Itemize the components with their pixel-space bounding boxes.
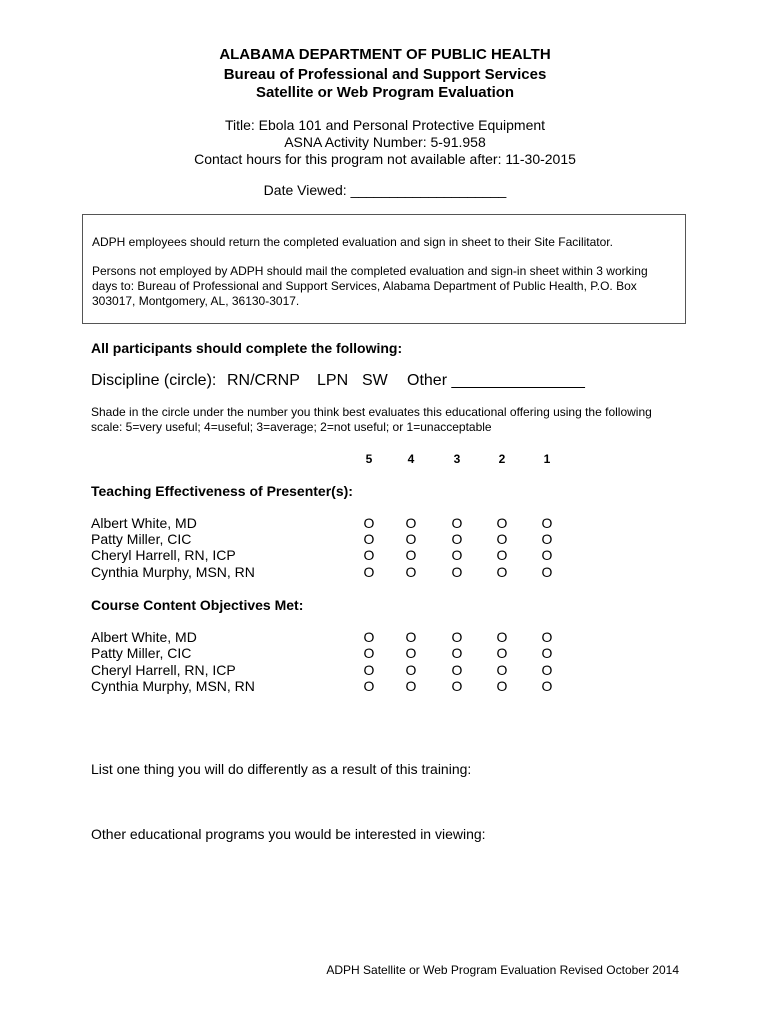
rating-circle[interactable]: O	[541, 564, 553, 580]
discipline-option-other[interactable]: Other _______________	[407, 372, 585, 389]
rating-circle[interactable]: O	[451, 547, 463, 563]
rating-circle[interactable]: O	[405, 564, 417, 580]
instructions-line-2: scale: 5=very useful; 4=useful; 3=average; 2=not useful; or 1=unacceptable	[91, 420, 492, 434]
rating-circle[interactable]: O	[363, 645, 375, 661]
teaching-row-name: Patty Miller, CIC	[91, 531, 192, 547]
question-other-programs: Other educational programs you would be interested in viewing:	[91, 826, 486, 842]
scale-header-5: 5	[365, 452, 373, 466]
rating-circle[interactable]: O	[405, 629, 417, 645]
discipline-label: Discipline (circle):	[91, 372, 217, 389]
rating-circle[interactable]: O	[496, 678, 508, 694]
section-teaching-effectiveness-heading: Teaching Effectiveness of Presenter(s):	[91, 483, 353, 499]
scale-header-3: 3	[453, 452, 461, 466]
rating-circle[interactable]: O	[363, 678, 375, 694]
header-line-2: Bureau of Professional and Support Services	[223, 66, 547, 83]
rating-circle[interactable]: O	[541, 547, 553, 563]
instructions-line-1: Shade in the circle under the number you think best evaluates this educational offering using the following	[91, 405, 652, 419]
scale-header-1: 1	[543, 452, 551, 466]
rating-circle[interactable]: O	[496, 515, 508, 531]
rating-circle[interactable]: O	[363, 547, 375, 563]
asna-activity-number: ASNA Activity Number: 5-91.958	[284, 134, 486, 150]
rating-circle[interactable]: O	[363, 662, 375, 678]
teaching-row-name: Albert White, MD	[91, 515, 197, 531]
rating-circle[interactable]: O	[363, 629, 375, 645]
content-row-name: Patty Miller, CIC	[91, 645, 192, 661]
rating-circle[interactable]: O	[405, 662, 417, 678]
program-title: Title: Ebola 101 and Personal Protective Equipment	[224, 117, 546, 133]
rating-circle[interactable]: O	[405, 547, 417, 563]
question-do-differently: List one thing you will do differently as a result of this training:	[91, 761, 472, 777]
rating-circle[interactable]: O	[363, 515, 375, 531]
rating-circle[interactable]: O	[363, 564, 375, 580]
teaching-row-name: Cheryl Harrell, RN, ICP	[91, 547, 236, 563]
rating-circle[interactable]: O	[541, 629, 553, 645]
rating-circle[interactable]: O	[451, 662, 463, 678]
teaching-row-name: Cynthia Murphy, MSN, RN	[91, 564, 255, 580]
rating-circle[interactable]: O	[496, 629, 508, 645]
rating-circle[interactable]: O	[451, 515, 463, 531]
rating-circle[interactable]: O	[451, 645, 463, 661]
rating-circle[interactable]: O	[363, 531, 375, 547]
content-row-name: Cheryl Harrell, RN, ICP	[91, 662, 236, 678]
scale-header-4: 4	[407, 452, 415, 466]
header-line-1: ALABAMA DEPARTMENT OF PUBLIC HEALTH	[219, 46, 551, 63]
rating-circle[interactable]: O	[541, 662, 553, 678]
rating-circle[interactable]: O	[405, 515, 417, 531]
content-row-name: Albert White, MD	[91, 629, 197, 645]
participants-heading: All participants should complete the following:	[91, 340, 403, 356]
rating-circle[interactable]: O	[541, 678, 553, 694]
section-course-content-heading: Course Content Objectives Met:	[91, 597, 304, 613]
notice-non-employees-line-1: Persons not employed by ADPH should mail the completed evaluation and sign-in sheet within 3 working	[92, 264, 648, 278]
header-line-3: Satellite or Web Program Evaluation	[255, 84, 515, 101]
rating-circle[interactable]: O	[451, 531, 463, 547]
discipline-option-lpn[interactable]: LPN	[317, 372, 349, 389]
instructions-notice-box	[82, 214, 686, 324]
rating-circle[interactable]: O	[405, 678, 417, 694]
discipline-option-rn-crnp[interactable]: RN/CRNP	[227, 372, 300, 389]
discipline-option-sw[interactable]: SW	[362, 372, 388, 389]
rating-circle[interactable]: O	[496, 531, 508, 547]
rating-circle[interactable]: O	[496, 547, 508, 563]
rating-circle[interactable]: O	[451, 629, 463, 645]
footer-revision-note: ADPH Satellite or Web Program Evaluation Revised October 2014	[326, 963, 679, 977]
rating-circle[interactable]: O	[405, 645, 417, 661]
notice-adph-employees: ADPH employees should return the completed evaluation and sign in sheet to their Site Facilitator.	[92, 235, 613, 249]
contact-hours-deadline: Contact hours for this program not available after: 11-30-2015	[194, 151, 576, 167]
rating-circle[interactable]: O	[496, 662, 508, 678]
rating-circle[interactable]: O	[541, 645, 553, 661]
notice-non-employees-line-3: 303017, Montgomery, AL, 36130-3017.	[92, 294, 300, 308]
date-viewed-field[interactable]: Date Viewed: ____________________	[263, 182, 507, 198]
rating-circle[interactable]: O	[451, 678, 463, 694]
rating-circle[interactable]: O	[496, 645, 508, 661]
rating-circle[interactable]: O	[541, 515, 553, 531]
rating-circle[interactable]: O	[405, 531, 417, 547]
scale-header-2: 2	[498, 452, 506, 466]
content-row-name: Cynthia Murphy, MSN, RN	[91, 678, 255, 694]
rating-circle[interactable]: O	[496, 564, 508, 580]
rating-circle[interactable]: O	[541, 531, 553, 547]
notice-non-employees-line-2: days to: Bureau of Professional and Support Services, Alabama Department of Public Health, P.O. Box	[92, 279, 637, 293]
rating-circle[interactable]: O	[451, 564, 463, 580]
